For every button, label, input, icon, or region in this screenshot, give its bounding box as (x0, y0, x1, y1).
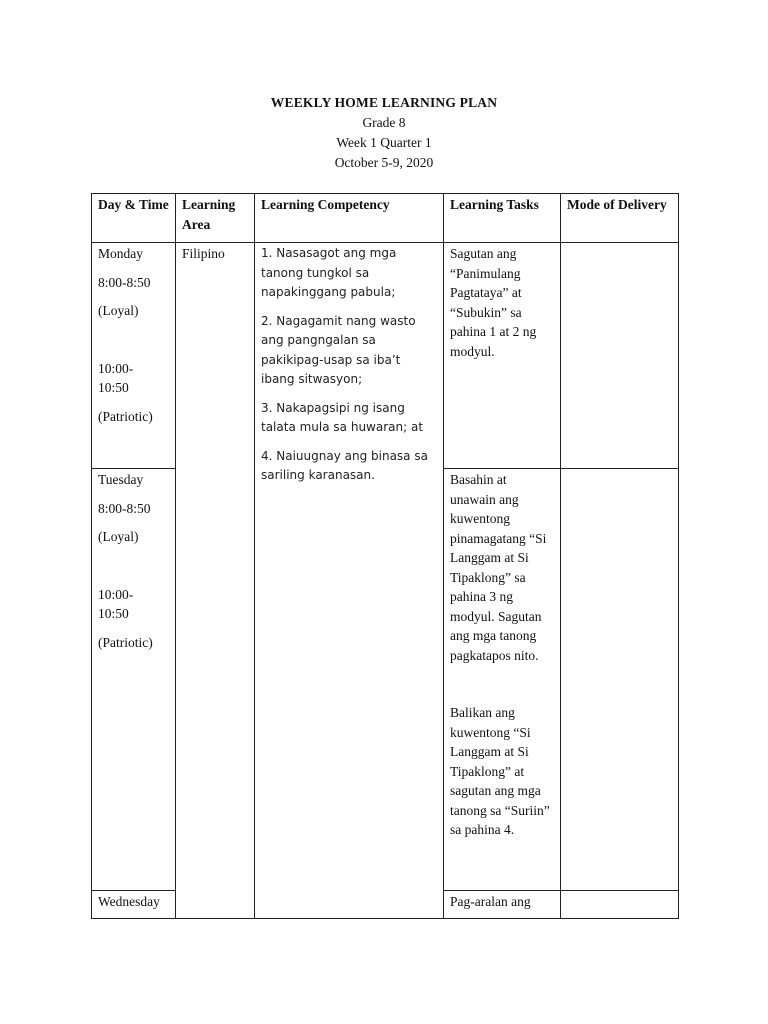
tuesday-mode-cell (561, 469, 679, 891)
wednesday-task-cell (444, 891, 561, 919)
wednesday-task: Pag-aralan ang (450, 894, 531, 909)
wednesday-day: Wednesday (98, 894, 160, 909)
column-header-day-time: Day & Time (92, 194, 176, 243)
column-header-learning-competency: Learning Competency (255, 194, 444, 243)
monday-day: Monday (98, 246, 143, 261)
monday-mode-cell (561, 243, 679, 469)
grade-label: Grade 8 (362, 115, 406, 130)
tuesday-task-1: Basahin at unawain ang kuwentong pinamagatang “Si Langgam at Si Tipaklong” sa pahina 3 ng modyul. Sagutan ang mga tanong pagkatapos nito. (450, 472, 547, 663)
learning-area-value: Filipino (182, 246, 225, 261)
week-quarter-label: Week 1 Quarter 1 (336, 135, 432, 150)
wednesday-mode-cell (561, 891, 679, 919)
competency-item-2: 2. Nagagamit nang wasto ang pangngalan sa pakikipag-usap sa iba’t ibang sitwasyon; (261, 313, 416, 386)
column-header-learning-tasks: Learning Tasks (444, 194, 561, 243)
tuesday-task-2: Balikan ang kuwentong “Si Langgam at Si Tipaklong” at sagutan ang mga tanong sa “Suriin” sa pahina 4. (450, 705, 550, 837)
competency-item-4: 4. Naiuugnay ang binasa sa sariling karanasan. (261, 448, 428, 482)
learning-competency-cell (255, 243, 444, 919)
learning-plan-table (91, 193, 679, 919)
table-header-row (92, 194, 679, 243)
monday-task: Sagutan ang “Panimulang Pagtataya” at “Subukin” sa pahina 1 at 2 ng modyul. (450, 246, 537, 359)
competency-item-1: 1. Nasasagot ang mga tanong tungkol sa napakinggang pabula; (261, 246, 397, 299)
wednesday-day-time-cell (92, 891, 176, 919)
learning-area-cell (176, 243, 255, 919)
column-header-mode-of-delivery: Mode of Delivery (561, 194, 679, 243)
monday-time-2: 10:00- 10:50 (98, 360, 134, 395)
tuesday-time-2: 10:00- 10:50 (98, 586, 134, 621)
monday-time-1: 8:00-8:50 (98, 274, 151, 290)
tuesday-section-1: (Loyal) (98, 529, 139, 544)
table-row-monday (92, 243, 679, 469)
tuesday-task-cell (444, 469, 561, 891)
monday-day-time-cell (92, 243, 176, 469)
column-header-learning-area: Learning Area (176, 194, 255, 243)
monday-section-2: (Patriotic) (98, 408, 153, 424)
monday-task-cell (444, 243, 561, 469)
tuesday-section-2: (Patriotic) (98, 634, 153, 650)
document-header (0, 93, 768, 173)
document-title: WEEKLY HOME LEARNING PLAN (270, 95, 498, 110)
date-range-label: October 5-9, 2020 (334, 155, 434, 170)
competency-item-3: 3. Nakapagsipi ng isang talata mula sa huwaran; at (261, 400, 424, 434)
monday-section-1: (Loyal) (98, 303, 139, 318)
tuesday-day: Tuesday (98, 472, 144, 487)
tuesday-day-time-cell (92, 469, 176, 891)
tuesday-time-1: 8:00-8:50 (98, 500, 151, 516)
